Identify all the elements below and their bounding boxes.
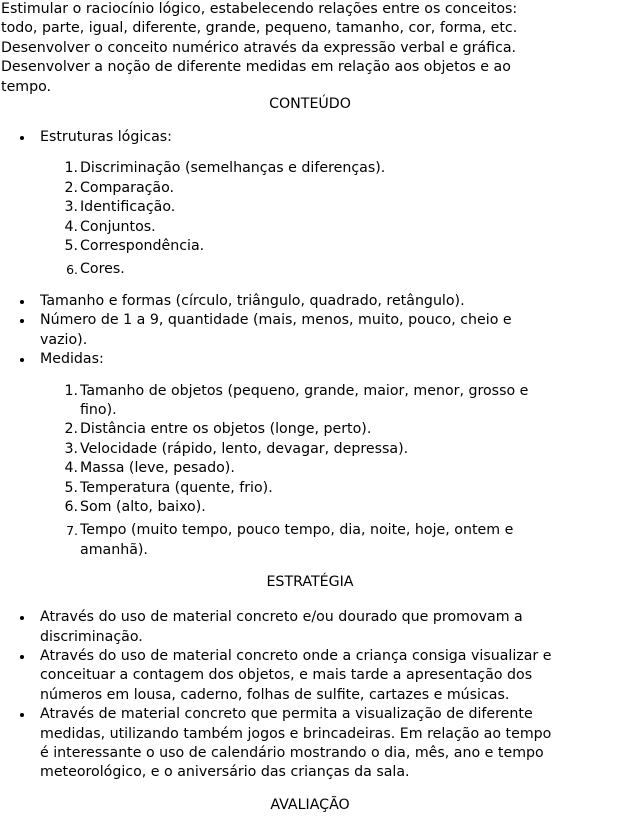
heading-conteudo: CONTEÚDO xyxy=(269,96,351,113)
heading-estrategia: ESTRATÉGIA xyxy=(266,574,354,591)
list-item xyxy=(40,128,619,292)
conteudo-list xyxy=(1,128,619,560)
list-item: Através de material concreto que permita a visualização de diferente medidas, utilizando também jogos e brincadeiras. Em relação ao tempo é interessante o uso de calendário mostrando o dia, mês, ano e tempo meteorológico, e o aniversário das crianças da sala. xyxy=(40,705,619,783)
list-item: 5. Correspondência. xyxy=(64,238,205,255)
list-item: Através do uso de material concreto onde a criança consiga visualizar e conceituar a contagem dos objetos, e mais tarde a apresentação dos números em lousa, caderno, folhas de sulfite, cartazes e músicas. xyxy=(40,647,619,705)
list-item: 3. Velocidade (rápido, lento, devagar, depressa). xyxy=(64,440,409,457)
list-item: Tamanho e formas (círculo, triângulo, quadrado, retângulo). xyxy=(40,292,619,311)
list-item xyxy=(40,350,619,560)
estrategia-list xyxy=(1,608,619,783)
intro-line: Desenvolver a noção de diferente medidas em relação aos objetos e ao xyxy=(1,59,511,76)
list-item: 1. Discriminação (semelhanças e diferenças). xyxy=(64,160,386,177)
list-item: 5. Temperatura (quente, frio). xyxy=(64,479,273,496)
list-item: 4. Conjuntos. xyxy=(64,218,156,235)
intro-paragraph xyxy=(1,0,619,97)
list-item: Através do uso de material concreto e/ou dourado que promovam a discriminação. xyxy=(40,608,619,647)
list-item: 4. Massa (leve, pesado). xyxy=(64,460,235,477)
list-item: 3. Identificação. xyxy=(64,199,176,216)
intro-line: tempo. xyxy=(1,78,52,95)
list-item: 6. Cores. xyxy=(66,261,125,278)
list-item: 2. Comparação. xyxy=(64,179,175,196)
list-item: 1. Tamanho de objetos (pequeno, grande, maior, menor, grosso e fino). xyxy=(64,382,529,418)
estruturas-list xyxy=(40,159,619,279)
medidas-list xyxy=(40,382,619,561)
intro-line: Estimular o raciocínio lógico, estabelecendo relações entre os conceitos: xyxy=(1,1,518,17)
list-item: 2. Distância entre os objetos (longe, perto). xyxy=(64,421,372,438)
intro-line: todo, parte, igual, diferente, grande, pequeno, tamanho, cor, forma, etc. xyxy=(1,20,518,37)
estruturas-label: Estruturas lógicas: xyxy=(40,129,172,146)
list-item: Número de 1 a 9, quantidade (mais, menos, muito, pouco, cheio e vazio). xyxy=(40,311,619,350)
list-item: 7. Tempo (muito tempo, pouco tempo, dia, noite, hoje, ontem e amanhã). xyxy=(66,522,514,558)
medidas-label: Medidas: xyxy=(40,351,104,368)
heading-avaliacao: AVALIAÇÃO xyxy=(270,796,350,813)
list-item: 6. Som (alto, baixo). xyxy=(64,498,206,515)
intro-line: Desenvolver o conceito numérico através da expressão verbal e gráfica. xyxy=(1,39,517,56)
